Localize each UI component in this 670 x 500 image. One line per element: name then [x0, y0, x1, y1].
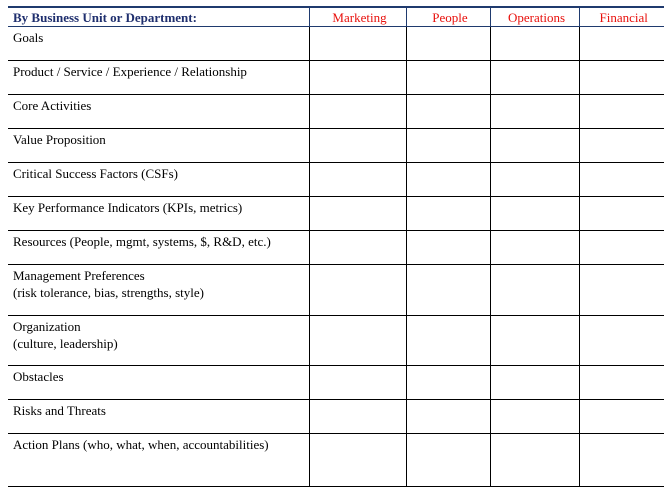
row-label-core-activities — [8, 95, 309, 129]
row-label-text: Action Plans (who, what, when, accountabilities) — [13, 437, 269, 452]
table-row-value-proposition — [8, 129, 664, 163]
cell-action-plans-operations[interactable] — [490, 434, 579, 487]
cell-csfs-operations[interactable] — [490, 163, 579, 197]
table-row-resources — [8, 231, 664, 265]
row-label-product-service — [8, 61, 309, 95]
cell-management-preferences-operations[interactable] — [490, 265, 579, 316]
cell-resources-financial[interactable] — [579, 231, 664, 265]
cell-kpis-people[interactable] — [406, 197, 490, 231]
row-label-goals — [8, 27, 309, 61]
row-label-text: Critical Success Factors (CSFs) — [13, 166, 179, 181]
cell-product-service-marketing[interactable] — [309, 61, 406, 95]
cell-kpis-marketing[interactable] — [309, 197, 406, 231]
column-header-people: People — [406, 7, 490, 27]
cell-organization-financial[interactable] — [579, 316, 664, 366]
cell-resources-people[interactable] — [406, 231, 490, 265]
cell-action-plans-financial[interactable] — [579, 434, 664, 487]
row-label-text: Risks and Threats — [13, 403, 106, 418]
cell-organization-marketing[interactable] — [309, 316, 406, 366]
cell-core-activities-people[interactable] — [406, 95, 490, 129]
row-label-kpis — [8, 197, 309, 231]
planning-matrix-table — [8, 6, 664, 487]
column-header-marketing: Marketing — [309, 7, 406, 27]
row-label-organization — [8, 316, 309, 366]
table-row-action-plans — [8, 434, 664, 487]
row-label-action-plans — [8, 434, 309, 487]
cell-obstacles-operations[interactable] — [490, 366, 579, 400]
cell-management-preferences-people[interactable] — [406, 265, 490, 316]
column-header-financial: Financial — [579, 7, 664, 27]
cell-goals-marketing[interactable] — [309, 27, 406, 61]
cell-kpis-operations[interactable] — [490, 197, 579, 231]
cell-value-proposition-marketing[interactable] — [309, 129, 406, 163]
cell-resources-marketing[interactable] — [309, 231, 406, 265]
table-row-core-activities — [8, 95, 664, 129]
row-label-csfs — [8, 163, 309, 197]
cell-risks-threats-operations[interactable] — [490, 400, 579, 434]
cell-core-activities-operations[interactable] — [490, 95, 579, 129]
table-row-kpis — [8, 197, 664, 231]
row-label-text: Obstacles — [13, 369, 64, 384]
cell-organization-people[interactable] — [406, 316, 490, 366]
cell-organization-operations[interactable] — [490, 316, 579, 366]
cell-value-proposition-operations[interactable] — [490, 129, 579, 163]
cell-csfs-financial[interactable] — [579, 163, 664, 197]
cell-management-preferences-financial[interactable] — [579, 265, 664, 316]
row-label-subtext: (risk tolerance, bias, strengths, style) — [13, 285, 204, 300]
cell-risks-threats-people[interactable] — [406, 400, 490, 434]
row-label-text: Value Proposition — [13, 132, 106, 147]
table-row-product-service — [8, 61, 664, 95]
row-label-obstacles — [8, 366, 309, 400]
row-label-subtext: (culture, leadership) — [13, 336, 118, 351]
table-row-organization — [8, 316, 664, 366]
cell-csfs-marketing[interactable] — [309, 163, 406, 197]
column-header-operations: Operations — [490, 7, 579, 27]
cell-product-service-people[interactable] — [406, 61, 490, 95]
cell-value-proposition-financial[interactable] — [579, 129, 664, 163]
cell-core-activities-marketing[interactable] — [309, 95, 406, 129]
cell-risks-threats-financial[interactable] — [579, 400, 664, 434]
row-label-text: Goals — [13, 30, 44, 45]
cell-action-plans-people[interactable] — [406, 434, 490, 487]
table-row-management-preferences — [8, 265, 664, 316]
cell-risks-threats-marketing[interactable] — [309, 400, 406, 434]
cell-goals-operations[interactable] — [490, 27, 579, 61]
row-label-text: Management Preferences — [13, 268, 145, 283]
cell-obstacles-marketing[interactable] — [309, 366, 406, 400]
cell-goals-financial[interactable] — [579, 27, 664, 61]
table-row-obstacles — [8, 366, 664, 400]
table-row-goals — [8, 27, 664, 61]
row-label-value-proposition — [8, 129, 309, 163]
cell-action-plans-marketing[interactable] — [309, 434, 406, 487]
cell-product-service-operations[interactable] — [490, 61, 579, 95]
row-label-text: Core Activities — [13, 98, 92, 113]
cell-resources-operations[interactable] — [490, 231, 579, 265]
cell-kpis-financial[interactable] — [579, 197, 664, 231]
row-label-text: Key Performance Indicators (KPIs, metrics) — [13, 200, 243, 215]
cell-product-service-financial[interactable] — [579, 61, 664, 95]
row-label-risks-threats — [8, 400, 309, 434]
row-label-text: Organization — [13, 319, 81, 334]
cell-management-preferences-marketing[interactable] — [309, 265, 406, 316]
cell-csfs-people[interactable] — [406, 163, 490, 197]
row-label-management-preferences — [8, 265, 309, 316]
header-row — [8, 7, 664, 27]
cell-value-proposition-people[interactable] — [406, 129, 490, 163]
table-row-risks-threats — [8, 400, 664, 434]
header-label: By Business Unit or Department: — [8, 7, 309, 27]
table-row-csfs — [8, 163, 664, 197]
row-label-resources — [8, 231, 309, 265]
row-label-text: Product / Service / Experience / Relationship — [13, 64, 247, 79]
cell-obstacles-people[interactable] — [406, 366, 490, 400]
row-label-text: Resources (People, mgmt, systems, $, R&D, etc.) — [13, 234, 271, 249]
cell-core-activities-financial[interactable] — [579, 95, 664, 129]
cell-goals-people[interactable] — [406, 27, 490, 61]
cell-obstacles-financial[interactable] — [579, 366, 664, 400]
